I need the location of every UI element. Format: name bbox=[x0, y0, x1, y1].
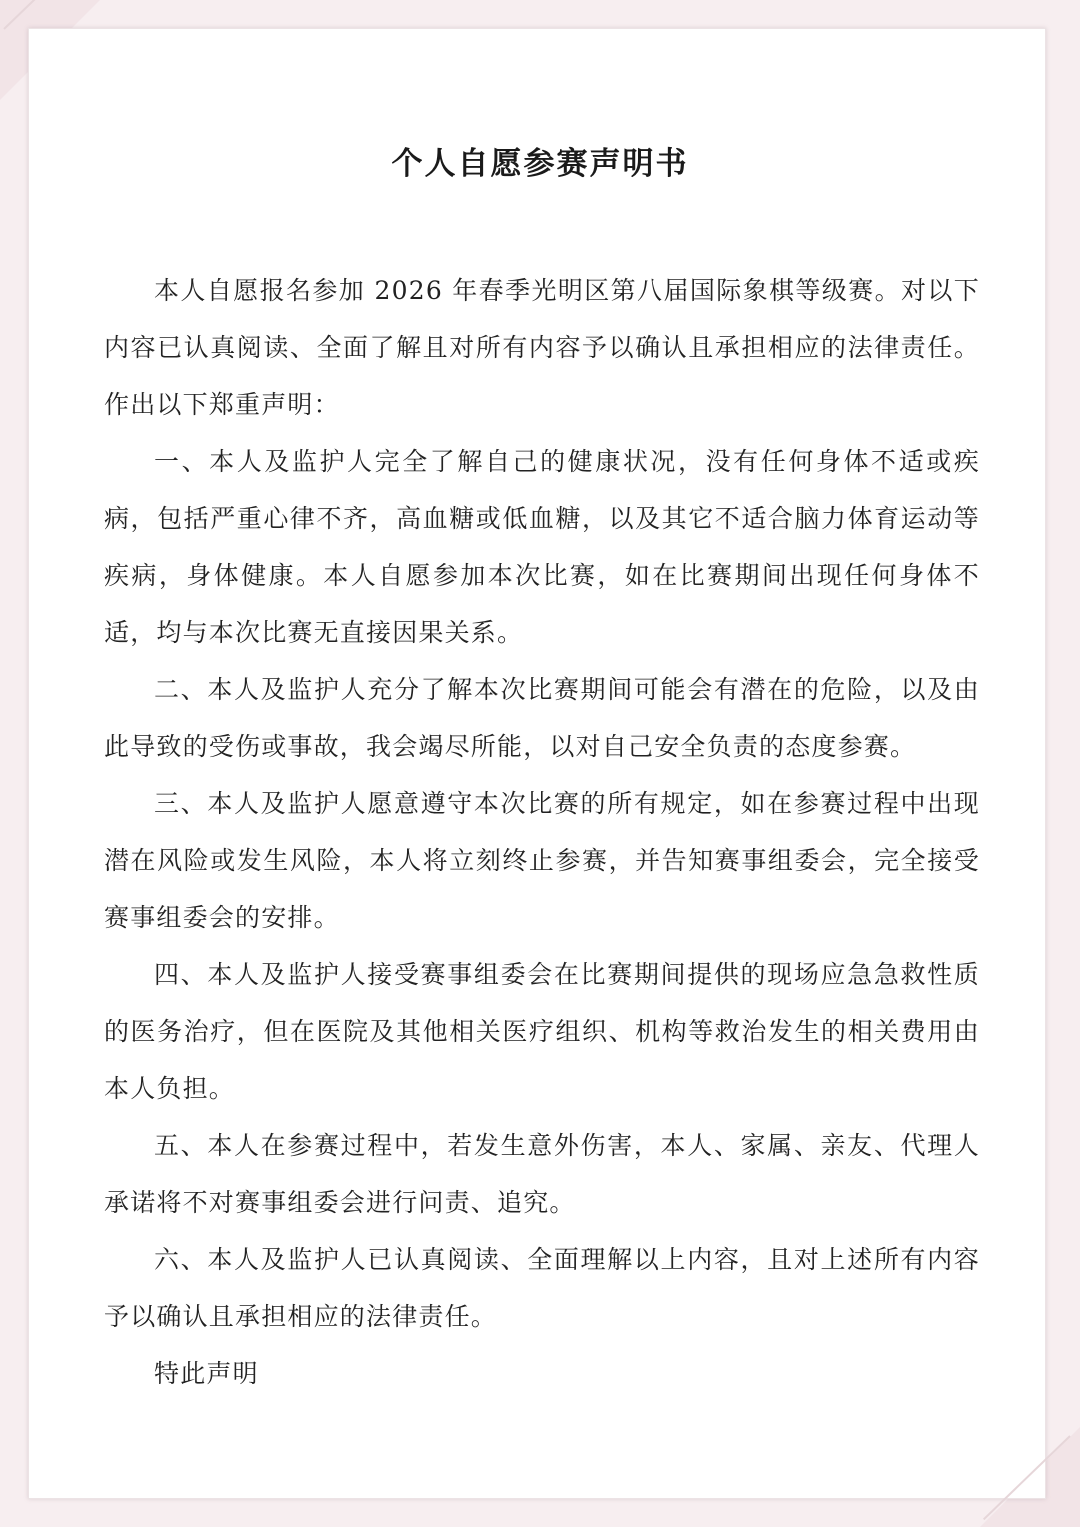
document-body bbox=[104, 262, 980, 1402]
paragraph-clause-1: 一、本人及监护人完全了解自己的健康状况，没有任何身体不适或疾病，包括严重心律不齐，高血糖或低血糖，以及其它不适合脑力体育运动等疾病，身体健康。本人自愿参加本次比赛，如在比赛期间出现任何身体不适，均与本次比赛无直接因果关系。 bbox=[104, 447, 980, 647]
paragraph-closing: 特此声明 bbox=[154, 1359, 259, 1388]
paragraph-clause-3: 三、本人及监护人愿意遵守本次比赛的所有规定，如在参赛过程中出现潜在风险或发生风险，本人将立刻终止参赛，并告知赛事组委会，完全接受赛事组委会的安排。 bbox=[104, 789, 980, 932]
paragraph-clause-6: 六、本人及监护人已认真阅读、全面理解以上内容，且对上述所有内容予以确认且承担相应的法律责任。 bbox=[104, 1245, 980, 1331]
paragraph-clause-4: 四、本人及监护人接受赛事组委会在比赛期间提供的现场应急急救性质的医务治疗，但在医院及其他相关医疗组织、机构等救治发生的相关费用由本人负担。 bbox=[104, 960, 980, 1103]
paragraph-clause-5: 五、本人在参赛过程中，若发生意外伤害，本人、家属、亲友、代理人承诺将不对赛事组委会进行问责、追究。 bbox=[104, 1131, 980, 1217]
document-title: 个人自愿参赛声明书 bbox=[391, 146, 689, 182]
paragraph-clause-2: 二、本人及监护人充分了解本次比赛期间可能会有潜在的危险，以及由此导致的受伤或事故，我会竭尽所能，以对自己安全负责的态度参赛。 bbox=[104, 675, 980, 761]
paragraph-intro: 本人自愿报名参加 2026 年春季光明区第八届国际象棋等级赛。对以下内容已认真阅读、全面了解且对所有内容予以确认且承担相应的法律责任。作出以下郑重声明： bbox=[104, 276, 980, 419]
